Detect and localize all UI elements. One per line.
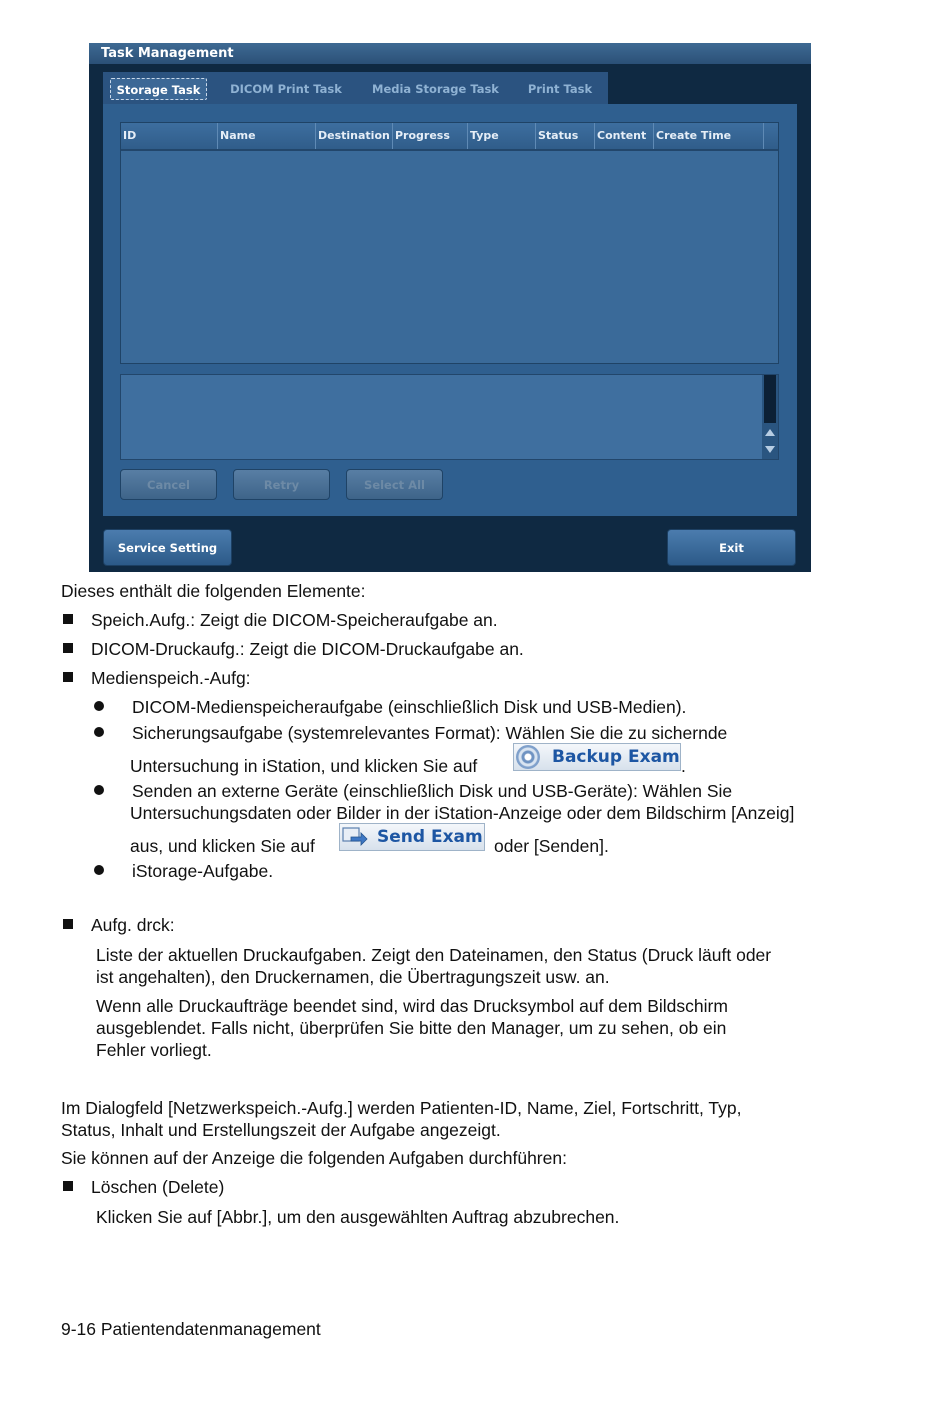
printq-para2-line2: ausgeblendet. Falls nicht, überprüfen Sie bitte den Manager, um zu sehen, ob ein bbox=[96, 1018, 727, 1038]
bullet-square-icon bbox=[63, 614, 73, 624]
bullet-dot-icon bbox=[94, 727, 104, 737]
task-detail-box bbox=[120, 374, 779, 460]
sub-backup-line2: Untersuchung in iStation, und klicken Sie auf bbox=[130, 756, 478, 776]
send-arrow-icon bbox=[342, 827, 368, 847]
sub-send-line2: Untersuchungsdaten oder Bilder in der iStation-Anzeige oder dem Bildschirm [Anzeig] bbox=[130, 803, 795, 823]
column-destination[interactable]: Destination bbox=[316, 123, 393, 149]
printq-para2-line3: Fehler vorliegt. bbox=[96, 1040, 212, 1060]
column-content[interactable]: Content bbox=[595, 123, 654, 149]
send-exam-label: Send Exam bbox=[377, 827, 483, 847]
tab-bar bbox=[103, 72, 608, 104]
item-storage-task: Speich.Aufg.: Zeigt die DICOM-Speicheraufgabe an. bbox=[91, 610, 498, 630]
page-footer: 9-16 Patientendatenmanagement bbox=[61, 1319, 321, 1339]
tasks-intro: Sie können auf der Anzeige die folgenden Aufgaben durchführen: bbox=[61, 1148, 567, 1168]
bullet-dot-icon bbox=[94, 865, 104, 875]
sub-dicom-media: DICOM-Medienspeicheraufgabe (einschließlich Disk und USB-Medien). bbox=[132, 697, 687, 717]
printq-para2-line1: Wenn alle Druckaufträge beendet sind, wird das Drucksymbol auf dem Bildschirm bbox=[96, 996, 728, 1016]
bullet-square-icon bbox=[63, 672, 73, 682]
dialog-title: Task Management bbox=[89, 43, 811, 64]
backup-exam-label: Backup Exam bbox=[552, 747, 680, 767]
task-table-header bbox=[121, 123, 778, 151]
task-panel bbox=[103, 104, 797, 516]
tab-dicom-print-task[interactable]: DICOM Print Task bbox=[230, 82, 342, 96]
bullet-dot-icon bbox=[94, 785, 104, 795]
send-exam-button[interactable] bbox=[339, 823, 485, 851]
item-print-queue: Aufg. drck: bbox=[91, 915, 175, 935]
task-table[interactable] bbox=[120, 122, 779, 364]
bullet-dot-icon bbox=[94, 701, 104, 711]
select-all-button[interactable]: Select All bbox=[346, 469, 443, 500]
item-media-storage: Medienspeich.-Aufg: bbox=[91, 668, 251, 688]
sub-send-line3: aus, und klicken Sie auf bbox=[130, 836, 315, 856]
bullet-square-icon bbox=[63, 1181, 73, 1191]
tab-storage-task[interactable]: Storage Task bbox=[110, 78, 207, 100]
sub-istorage: iStorage-Aufgabe. bbox=[132, 861, 274, 881]
tab-print-task[interactable]: Print Task bbox=[527, 82, 593, 96]
cancel-button[interactable]: Cancel bbox=[120, 469, 217, 500]
bullet-square-icon bbox=[63, 919, 73, 929]
column-id[interactable]: ID bbox=[121, 123, 218, 149]
network-para-line1: Im Dialogfeld [Netzwerkspeich.-Aufg.] werden Patienten-ID, Name, Ziel, Fortschritt, Typ, bbox=[61, 1098, 742, 1118]
item-delete: Löschen (Delete) bbox=[91, 1177, 225, 1197]
retry-button[interactable]: Retry bbox=[233, 469, 330, 500]
disc-icon bbox=[516, 745, 540, 769]
column-create-time[interactable]: Create Time bbox=[654, 123, 764, 149]
task-management-dialog bbox=[89, 43, 811, 572]
scrollbar-thumb[interactable] bbox=[764, 375, 776, 423]
delete-description: Klicken Sie auf [Abbr.], um den ausgewählten Auftrag abzubrechen. bbox=[96, 1207, 620, 1227]
item-dicom-print: DICOM-Druckaufg.: Zeigt die DICOM-Druckaufgabe an. bbox=[91, 639, 524, 659]
sub-backup-line1: Sicherungsaufgabe (systemrelevantes Format): Wählen Sie die zu sichernde bbox=[132, 723, 728, 743]
column-type[interactable]: Type bbox=[468, 123, 536, 149]
service-setting-button[interactable]: Service Setting bbox=[103, 529, 232, 566]
sub-backup-end: . bbox=[681, 756, 686, 776]
intro-text: Dieses enthält die folgenden Elemente: bbox=[61, 581, 366, 601]
column-status[interactable]: Status bbox=[536, 123, 595, 149]
network-para-line2: Status, Inhalt und Erstellungszeit der Aufgabe angezeigt. bbox=[61, 1120, 501, 1140]
column-name[interactable]: Name bbox=[218, 123, 316, 149]
backup-exam-button[interactable] bbox=[513, 743, 681, 771]
scroll-up-icon[interactable] bbox=[765, 429, 775, 436]
tab-media-storage-task[interactable]: Media Storage Task bbox=[372, 82, 499, 96]
sub-send-end: oder [Senden]. bbox=[494, 836, 609, 856]
sub-send-line1: Senden an externe Geräte (einschließlich Disk und USB-Geräte): Wählen Sie bbox=[132, 781, 733, 801]
detail-scrollbar[interactable] bbox=[762, 375, 778, 459]
exit-button[interactable]: Exit bbox=[667, 529, 796, 566]
column-progress[interactable]: Progress bbox=[393, 123, 468, 149]
scroll-down-icon[interactable] bbox=[765, 446, 775, 453]
printq-para1-line2: ist angehalten), den Druckernamen, die Übertragungszeit usw. an. bbox=[96, 967, 610, 987]
printq-para1-line1: Liste der aktuellen Druckaufgaben. Zeigt den Dateinamen, den Status (Druck läuft oder bbox=[96, 945, 772, 965]
bullet-square-icon bbox=[63, 643, 73, 653]
